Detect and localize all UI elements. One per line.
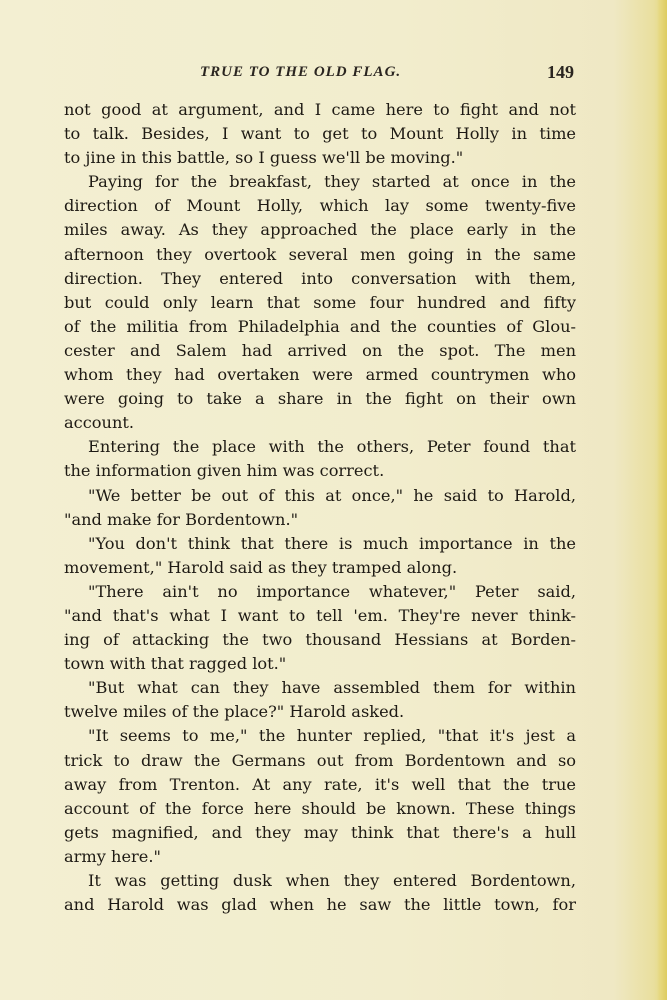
text-line: "It seems to me," the hunter replied, "that it's jest a xyxy=(88,726,576,746)
text-line: account. xyxy=(64,413,135,433)
text-line: It was getting dusk when they entered Bordentown, xyxy=(88,871,576,890)
text-line: direction of Mount Holly, which lay some twenty-five xyxy=(64,196,576,216)
text-line: twelve miles of the place?" Harold asked. xyxy=(64,702,405,722)
text-line: of the militia from Philadelphia and the counties of Glou- xyxy=(64,316,576,336)
text-line: trick to draw the Germans out from Bordentown and so xyxy=(64,750,576,770)
text-line: whom they had overtaken were armed countrymen who xyxy=(64,365,576,385)
text-line: afternoon they overtook several men going in the same xyxy=(64,244,576,264)
text-line: "and that's what I want to tell 'em. They're never think- xyxy=(64,605,576,625)
text-line: "There ain't no importance whatever," Peter said, xyxy=(88,581,576,601)
text-line: were going to take a share in the fight on their own xyxy=(64,389,576,409)
text-line: but could only learn that some four hundred and fifty xyxy=(64,292,576,312)
page-edge xyxy=(657,0,667,1000)
body-text xyxy=(64,98,576,917)
text-line: movement," Harold said as they tramped along. xyxy=(64,557,458,577)
text-line: town with that ragged lot." xyxy=(64,654,287,674)
text-line: away from Trenton. At any rate, it's well that the true xyxy=(64,774,576,794)
text-line: not good at argument, and I came here to fight and not xyxy=(64,100,576,119)
text-line: Paying for the breakfast, they started at once in the xyxy=(88,172,576,192)
text-line: and Harold was glad when he saw the little town, for xyxy=(64,895,576,915)
text-line: "We better be out of this at once," he said to Harold, xyxy=(88,485,576,505)
text-line: the information given him was correct. xyxy=(64,461,385,481)
text-line: army here." xyxy=(64,846,161,866)
text-line: direction. They entered into conversation with them, xyxy=(64,268,576,288)
page-header xyxy=(64,62,574,86)
text-line: miles away. As they approached the place early in the xyxy=(64,220,576,240)
text-line: to talk. Besides, I want to get to Mount Holly in time xyxy=(64,124,576,144)
text-line: account of the force here should be known. These things xyxy=(64,798,576,818)
running-title: TRUE TO THE OLD FLAG. xyxy=(200,64,402,80)
text-line: to jine in this battle, so I guess we'll be moving." xyxy=(64,148,464,168)
page-number: 149 xyxy=(547,62,574,82)
text-line: gets magnified, and they may think that there's a hull xyxy=(64,822,576,842)
text-line: "But what can they have assembled them for within xyxy=(88,678,576,698)
text-line: ing of attacking the two thousand Hessians at Borden- xyxy=(64,630,576,650)
text-line: "You don't think that there is much importance in the xyxy=(88,533,576,553)
text-line: "and make for Bordentown." xyxy=(64,509,299,529)
text-line: Entering the place with the others, Peter found that xyxy=(88,437,576,457)
text-line: cester and Salem had arrived on the spot. The men xyxy=(64,340,576,360)
